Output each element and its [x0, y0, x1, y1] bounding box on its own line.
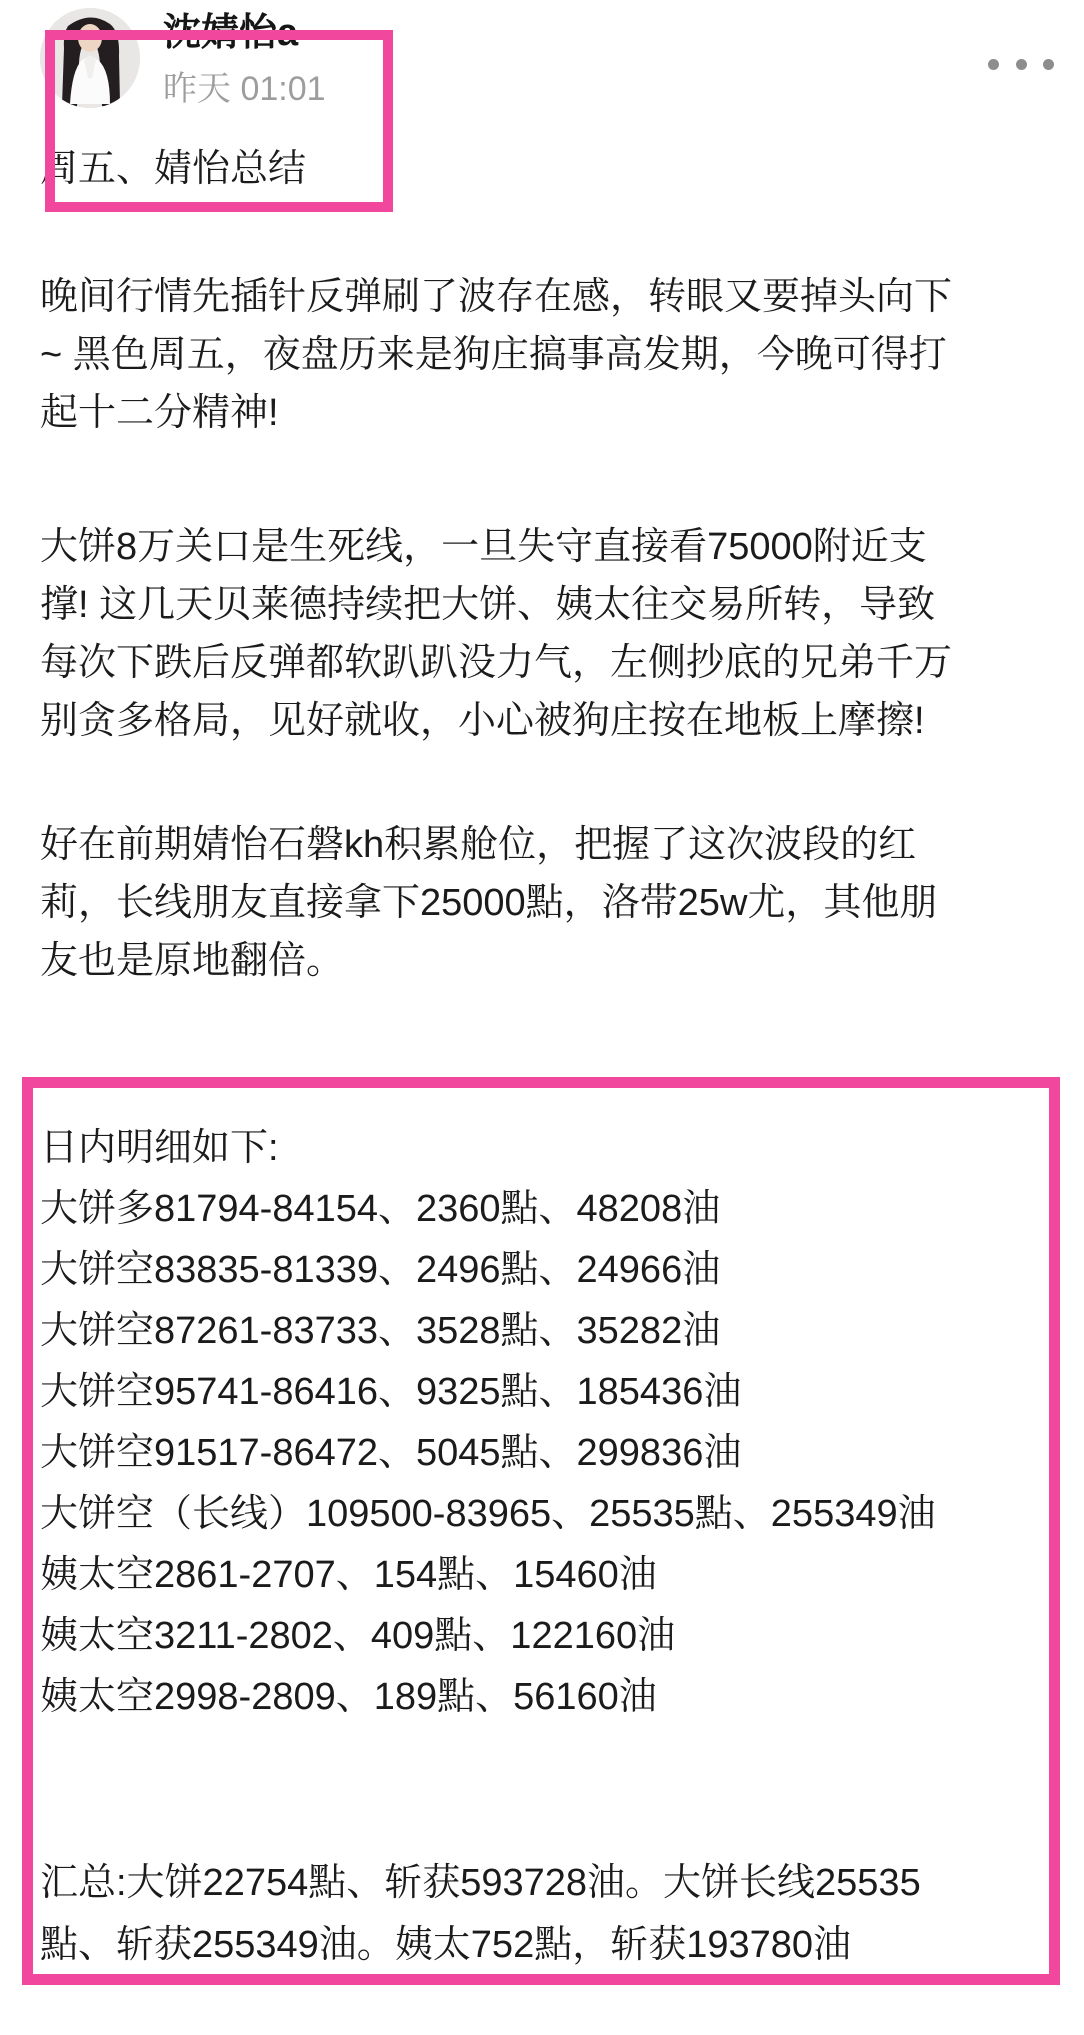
- more-dot-icon: [1016, 59, 1027, 70]
- paragraph-line: 别贪多格局，见好就收，小心被狗庄按在地板上摩擦!: [40, 700, 925, 742]
- trade-entry: 大饼空83835-81339、2496點、24966油: [40, 1249, 721, 1291]
- more-options-button[interactable]: [988, 52, 1054, 76]
- summary-line: 點、斩获255349油。姨太752點，斩获193780油: [40, 1924, 852, 1966]
- avatar-portrait-icon: [40, 8, 140, 108]
- timestamp: 昨天 01:01: [163, 70, 326, 108]
- trade-entry: 姨太空3211-2802、409點、122160油: [40, 1615, 676, 1657]
- paragraph-position-results: [40, 816, 937, 990]
- paragraph-line: 莉，长线朋友直接拿下25000點，洛带25w尤，其他朋: [40, 882, 938, 924]
- trade-entry: 大饼空87261-83733、3528點、35282油: [40, 1310, 721, 1352]
- paragraph-line: 撑! 这几天贝莱德持续把大饼、姨太往交易所转，导致: [40, 584, 936, 626]
- avatar[interactable]: [40, 8, 140, 108]
- paragraph-line: 每次下跌后反弹都软趴趴没力气，左侧抄底的兄弟千万: [40, 642, 953, 684]
- trade-entry: 大饼空91517-86472、5045點、299836油: [40, 1432, 742, 1474]
- paragraph-btc-analysis: [40, 518, 952, 750]
- trade-entry: 大饼空95741-86416、9325點、185436油: [40, 1371, 742, 1413]
- paragraph-market-recap: [40, 268, 952, 442]
- trade-summary: [40, 1852, 921, 1976]
- paragraph-line: 起十二分精神!: [40, 392, 279, 434]
- paragraph-line: 友也是原地翻倍。: [40, 940, 345, 982]
- trade-entry: 姨太空2861-2707、154點、15460油: [40, 1554, 657, 1596]
- paragraph-line: ~ 黑色周五，夜盘历来是狗庄搞事高发期，今晚可得打: [40, 334, 947, 376]
- more-dot-icon: [988, 59, 999, 70]
- summary-line: 汇总:大饼22754點、斩获593728油。大饼长线25535: [40, 1862, 921, 1904]
- post-title: 周五、婧怡总结: [40, 148, 307, 190]
- username[interactable]: 沈婧怡a: [163, 12, 299, 54]
- trade-details-heading: 日内明细如下:: [40, 1127, 279, 1169]
- trade-entry: 姨太空2998-2809、189點、56160油: [40, 1676, 657, 1718]
- trade-details-list: [40, 1118, 936, 1728]
- more-dot-icon: [1043, 59, 1054, 70]
- trade-entry: 大饼多81794-84154、2360點、48208油: [40, 1188, 721, 1230]
- paragraph-line: 大饼8万关口是生死线，一旦失守直接看75000附近支: [40, 526, 927, 568]
- trade-entry: 大饼空（长线）109500-83965、25535點、255349油: [40, 1493, 936, 1535]
- paragraph-line: 晚间行情先插针反弹刷了波存在感，转眼又要掉头向下: [40, 276, 953, 318]
- paragraph-line: 好在前期婧怡石磐kh积累舱位，把握了这次波段的红: [40, 824, 917, 866]
